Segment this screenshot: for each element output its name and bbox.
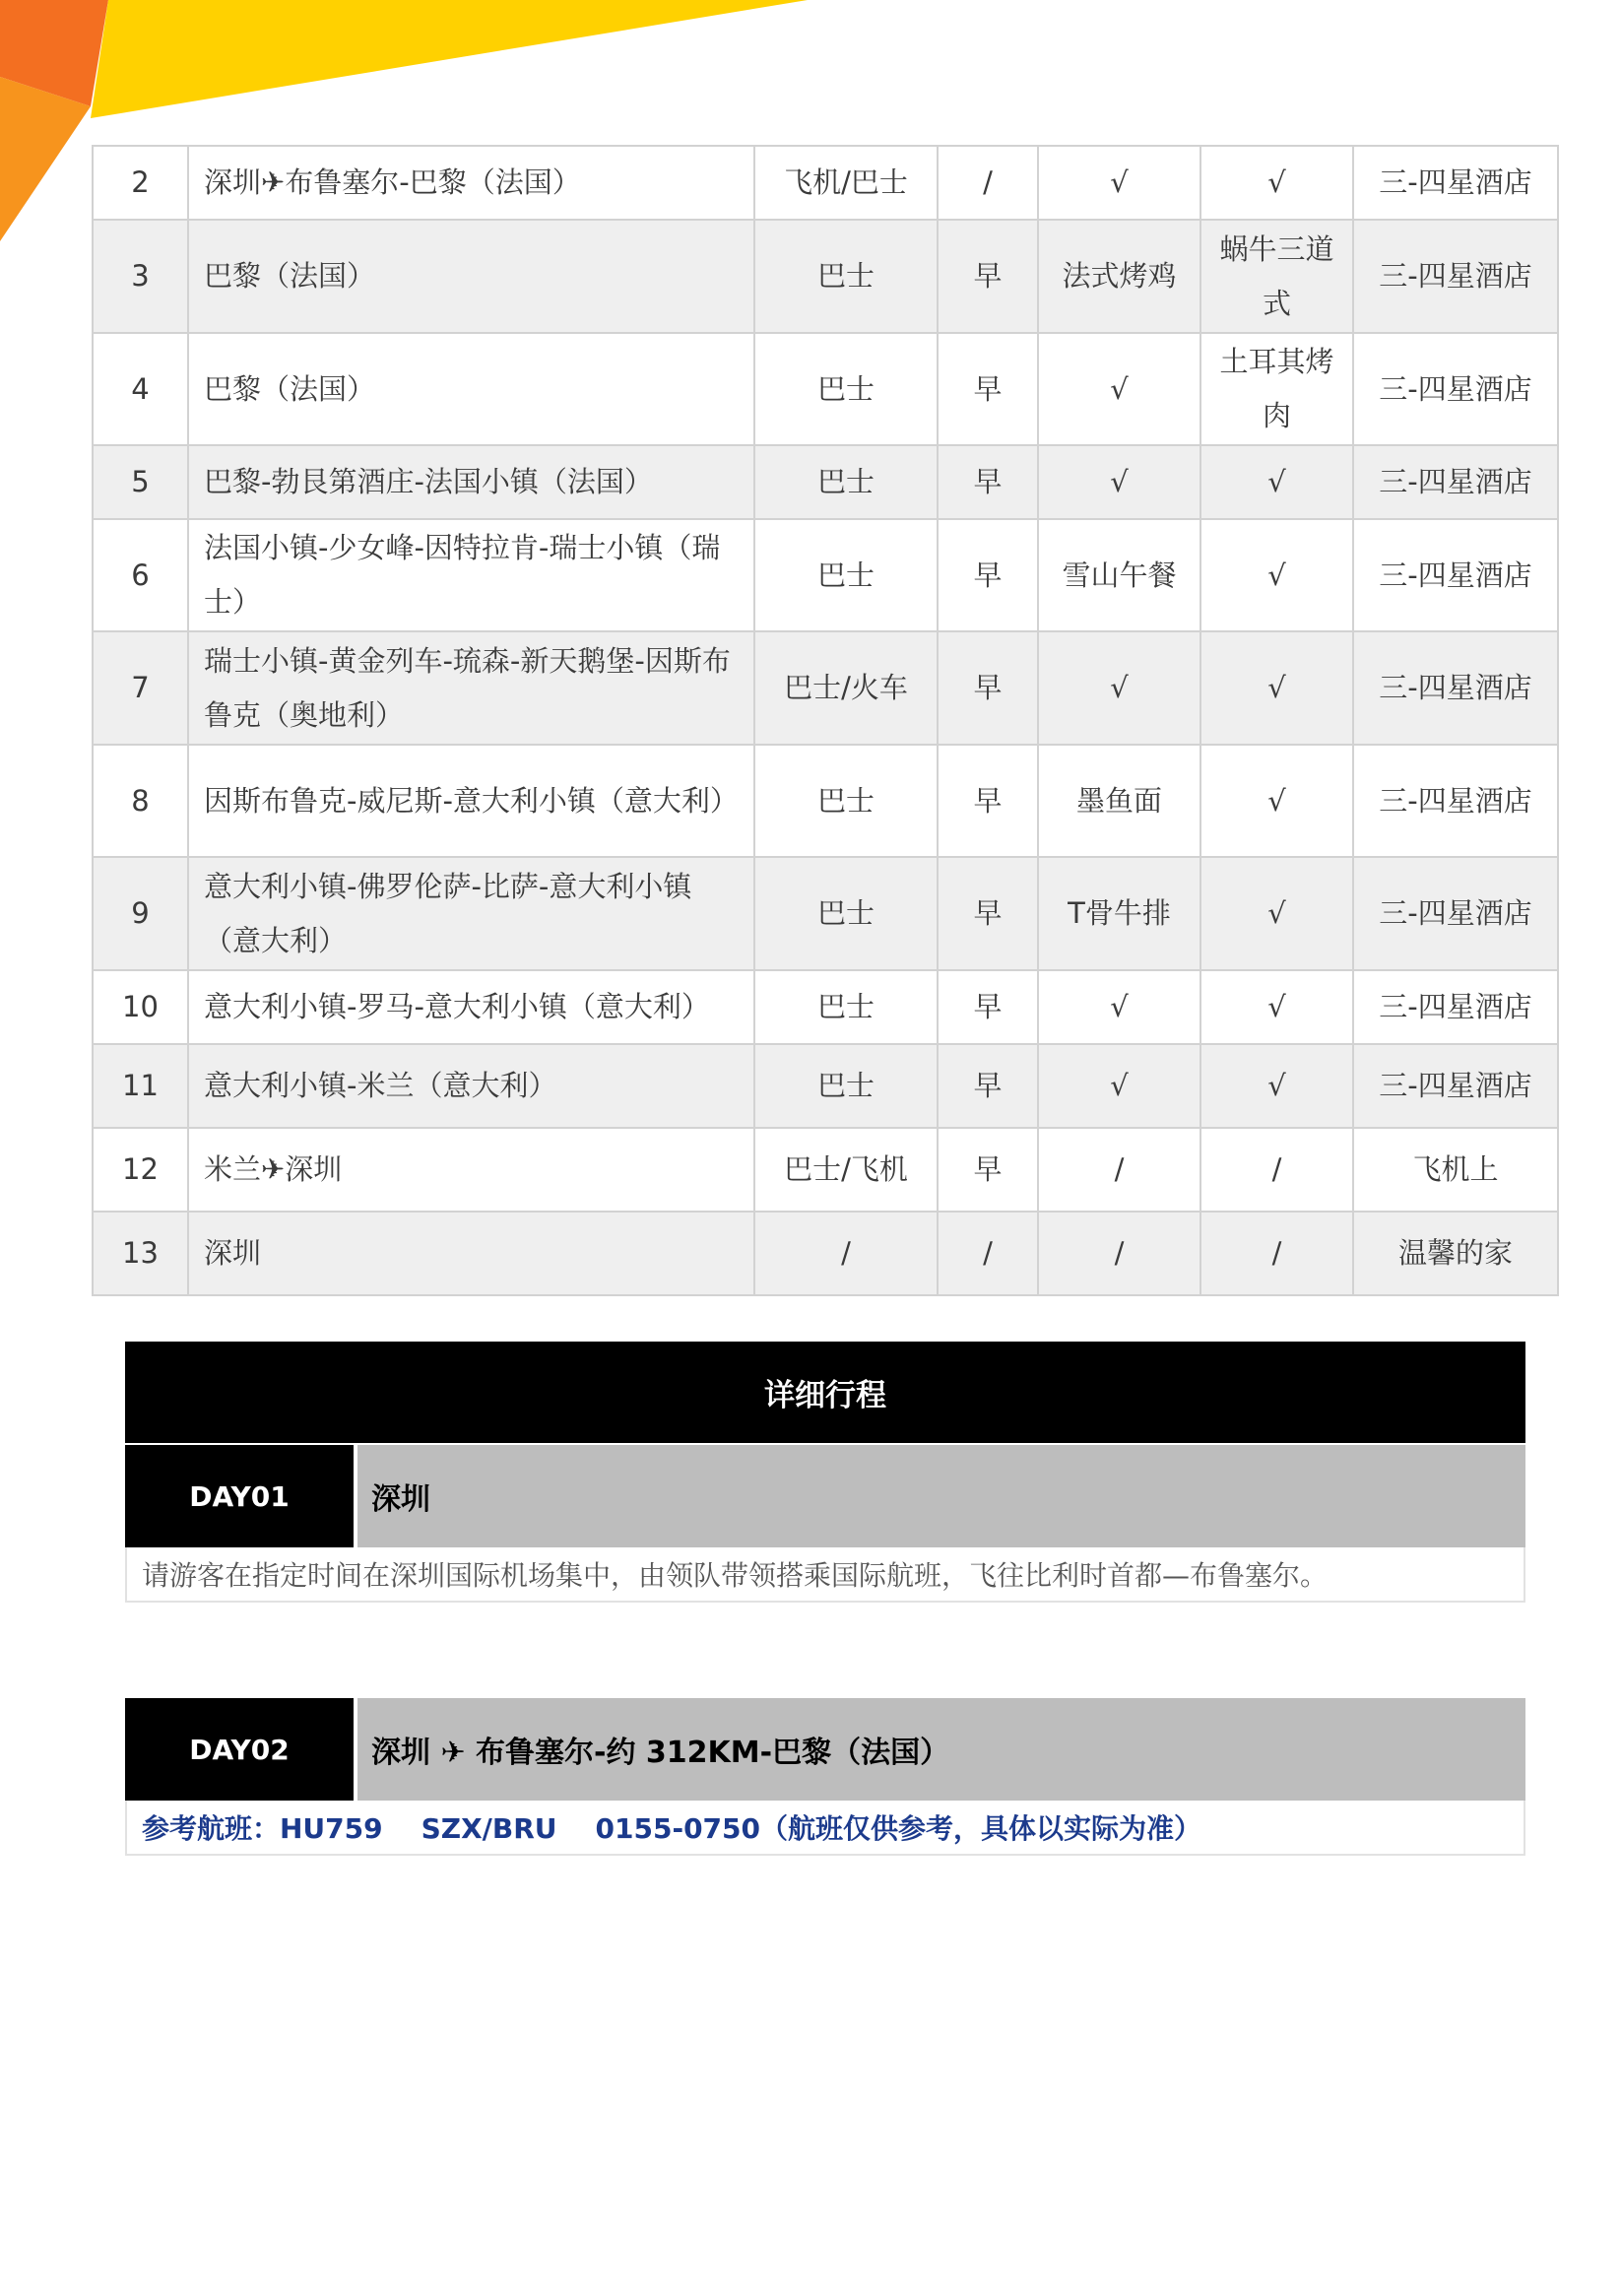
route-cell: 米兰✈深圳 <box>188 1128 754 1212</box>
day01-description: 请游客在指定时间在深圳国际机场集中，由领队带领搭乘国际航班，飞往比利时首都—布鲁塞尔。 <box>125 1547 1525 1603</box>
hotel-cell: 三-四星酒店 <box>1353 1044 1558 1128</box>
table-row <box>93 970 1558 1044</box>
hotel-cell: 三-四星酒店 <box>1353 519 1558 631</box>
lunch-cell: T骨牛排 <box>1038 857 1200 970</box>
route-cell: 意大利小镇-罗马-意大利小镇（意大利） <box>188 970 754 1044</box>
breakfast-cell: 早 <box>938 970 1038 1044</box>
dinner-cell: √ <box>1200 857 1353 970</box>
hotel-cell: 三-四星酒店 <box>1353 445 1558 519</box>
breakfast-cell: 早 <box>938 631 1038 745</box>
day-number-cell: 2 <box>93 146 188 220</box>
transport-cell: 巴士 <box>754 745 938 857</box>
transport-cell: 巴士 <box>754 445 938 519</box>
transport-cell: 飞机/巴士 <box>754 146 938 220</box>
table-row <box>93 146 1558 220</box>
table-row <box>93 1212 1558 1295</box>
dinner-cell: √ <box>1200 970 1353 1044</box>
transport-cell: 巴士 <box>754 1044 938 1128</box>
dinner-cell: 蜗牛三道式 <box>1200 220 1353 333</box>
dinner-cell: 土耳其烤肉 <box>1200 333 1353 445</box>
dinner-cell: √ <box>1200 631 1353 745</box>
day02-title: 深圳 ✈ 布鲁塞尔-约 312KM-巴黎（法国） <box>357 1698 1525 1801</box>
day-number-cell: 8 <box>93 745 188 857</box>
route-cell: 因斯布鲁克-威尼斯-意大利小镇（意大利） <box>188 745 754 857</box>
table-row <box>93 445 1558 519</box>
day01-block <box>125 1445 1525 1603</box>
hotel-cell: 三-四星酒店 <box>1353 970 1558 1044</box>
table-row <box>93 333 1558 445</box>
breakfast-cell: / <box>938 146 1038 220</box>
hotel-cell: 三-四星酒店 <box>1353 220 1558 333</box>
day-number-cell: 7 <box>93 631 188 745</box>
day-number-cell: 5 <box>93 445 188 519</box>
breakfast-cell: 早 <box>938 1128 1038 1212</box>
lunch-cell: √ <box>1038 333 1200 445</box>
breakfast-cell: / <box>938 1212 1038 1295</box>
transport-cell: 巴士 <box>754 857 938 970</box>
hotel-cell: 飞机上 <box>1353 1128 1558 1212</box>
route-cell: 巴黎（法国） <box>188 220 754 333</box>
day01-title: 深圳 <box>357 1445 1525 1547</box>
dinner-cell: / <box>1200 1212 1353 1295</box>
breakfast-cell: 早 <box>938 445 1038 519</box>
transport-cell: / <box>754 1212 938 1295</box>
day-number-cell: 10 <box>93 970 188 1044</box>
dinner-cell: √ <box>1200 745 1353 857</box>
hotel-cell: 三-四星酒店 <box>1353 333 1558 445</box>
table-row <box>93 220 1558 333</box>
lunch-cell: / <box>1038 1212 1200 1295</box>
breakfast-cell: 早 <box>938 745 1038 857</box>
breakfast-cell: 早 <box>938 519 1038 631</box>
day01-label: DAY01 <box>125 1445 357 1547</box>
lunch-cell: √ <box>1038 445 1200 519</box>
day-number-cell: 11 <box>93 1044 188 1128</box>
route-cell: 瑞士小镇-黄金列车-琉森-新天鹅堡-因斯布鲁克（奥地利） <box>188 631 754 745</box>
itinerary-summary-table <box>92 145 1559 1296</box>
detail-itinerary-header: 详细行程 <box>125 1342 1525 1443</box>
lunch-cell: / <box>1038 1128 1200 1212</box>
breakfast-cell: 早 <box>938 333 1038 445</box>
lunch-cell: √ <box>1038 970 1200 1044</box>
dinner-cell: √ <box>1200 146 1353 220</box>
route-cell: 法国小镇-少女峰-因特拉肯-瑞士小镇（瑞士） <box>188 519 754 631</box>
hotel-cell: 三-四星酒店 <box>1353 745 1558 857</box>
day-number-cell: 3 <box>93 220 188 333</box>
day-number-cell: 12 <box>93 1128 188 1212</box>
table-row <box>93 857 1558 970</box>
route-cell: 巴黎-勃艮第酒庄-法国小镇（法国） <box>188 445 754 519</box>
hotel-cell: 三-四星酒店 <box>1353 146 1558 220</box>
lunch-cell: 雪山午餐 <box>1038 519 1200 631</box>
lunch-cell: √ <box>1038 146 1200 220</box>
day02-flight-info: 参考航班：HU759 SZX/BRU 0155-0750（航班仅供参考，具体以实际为准） <box>125 1801 1525 1856</box>
table-row <box>93 1044 1558 1128</box>
transport-cell: 巴士 <box>754 333 938 445</box>
route-cell: 巴黎（法国） <box>188 333 754 445</box>
lunch-cell: √ <box>1038 1044 1200 1128</box>
day-number-cell: 13 <box>93 1212 188 1295</box>
breakfast-cell: 早 <box>938 857 1038 970</box>
day-number-cell: 9 <box>93 857 188 970</box>
dinner-cell: √ <box>1200 1044 1353 1128</box>
route-cell: 深圳✈布鲁塞尔-巴黎（法国） <box>188 146 754 220</box>
transport-cell: 巴士 <box>754 220 938 333</box>
breakfast-cell: 早 <box>938 1044 1038 1128</box>
breakfast-cell: 早 <box>938 220 1038 333</box>
table-row <box>93 745 1558 857</box>
lunch-cell: 墨鱼面 <box>1038 745 1200 857</box>
hotel-cell: 温馨的家 <box>1353 1212 1558 1295</box>
table-row <box>93 519 1558 631</box>
lunch-cell: 法式烤鸡 <box>1038 220 1200 333</box>
dinner-cell: √ <box>1200 519 1353 631</box>
transport-cell: 巴士 <box>754 519 938 631</box>
lunch-cell: √ <box>1038 631 1200 745</box>
route-cell: 意大利小镇-佛罗伦萨-比萨-意大利小镇（意大利） <box>188 857 754 970</box>
day02-label: DAY02 <box>125 1698 357 1801</box>
route-cell: 意大利小镇-米兰（意大利） <box>188 1044 754 1128</box>
route-cell: 深圳 <box>188 1212 754 1295</box>
dinner-cell: / <box>1200 1128 1353 1212</box>
transport-cell: 巴士/火车 <box>754 631 938 745</box>
hotel-cell: 三-四星酒店 <box>1353 631 1558 745</box>
transport-cell: 巴士 <box>754 970 938 1044</box>
day-number-cell: 6 <box>93 519 188 631</box>
day-number-cell: 4 <box>93 333 188 445</box>
transport-cell: 巴士/飞机 <box>754 1128 938 1212</box>
table-row <box>93 631 1558 745</box>
day02-block <box>125 1698 1525 1856</box>
table-row <box>93 1128 1558 1212</box>
dinner-cell: √ <box>1200 445 1353 519</box>
hotel-cell: 三-四星酒店 <box>1353 857 1558 970</box>
